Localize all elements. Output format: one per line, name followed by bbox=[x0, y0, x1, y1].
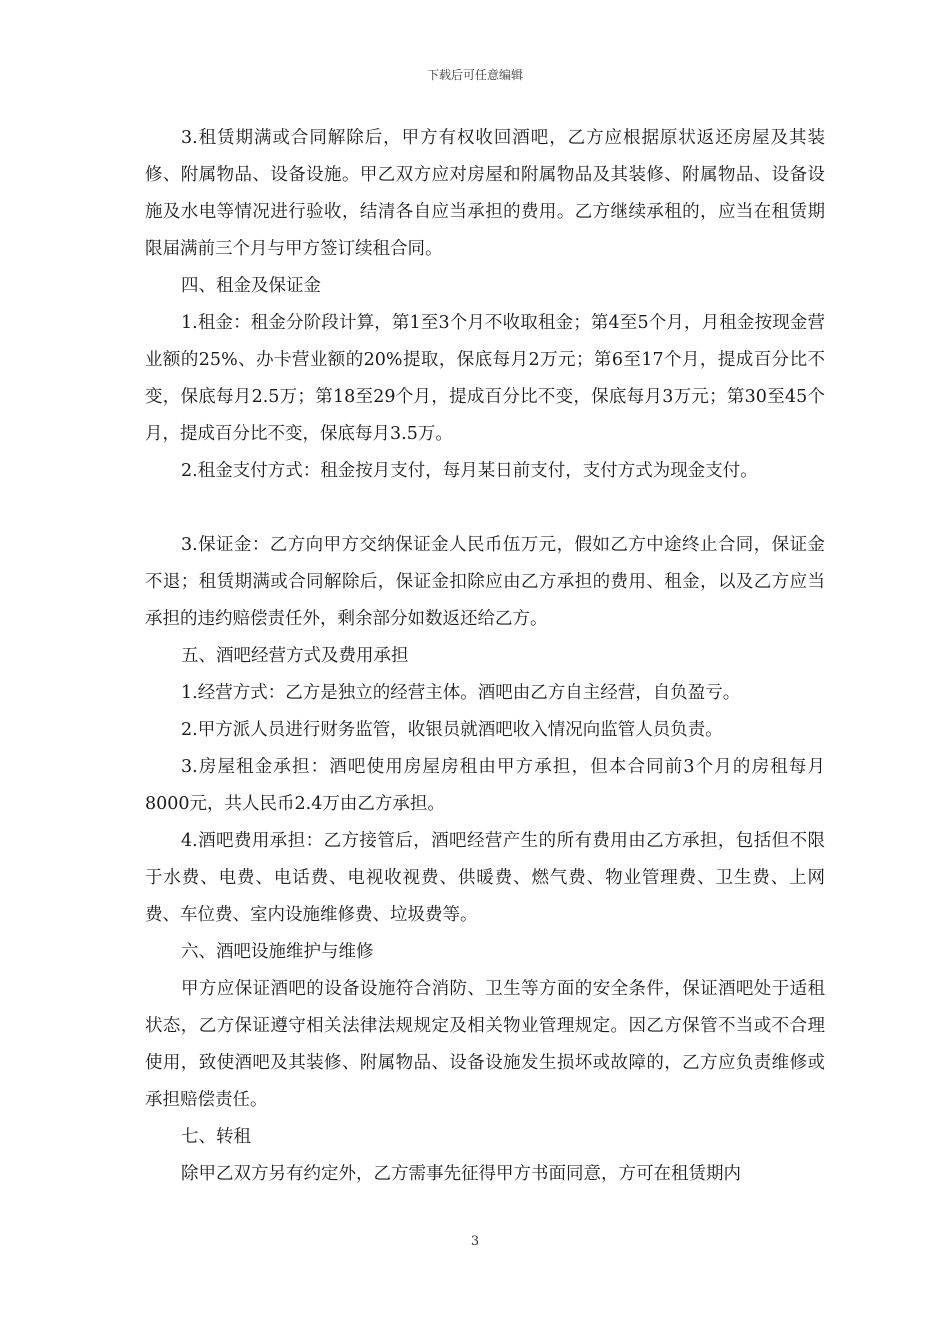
page-number: 3 bbox=[470, 1234, 480, 1249]
paragraph-termination-return: 3.租赁期满或合同解除后，甲方有权收回酒吧，乙方应根据原状返还房屋及其装修、附属物品、设备设施。甲乙双方应对房屋和附属物品及其装修、附属物品、设备设施及水电等情况进行验收，结清各自应当承担的费用。乙方继续承租的，应当在租赁期限届满前三个月与甲方签订续租合同。 bbox=[145, 128, 825, 259]
paragraph-financial-supervision: 2.甲方派人员进行财务监管，收银员就酒吧收入情况向监管人员负责。 bbox=[181, 720, 723, 740]
section-heading-rent-deposit: 四、租金及保证金 bbox=[181, 276, 321, 296]
paragraph-deposit: 3.保证金：乙方向甲方交纳保证金人民币伍万元，假如乙方中途终止合同，保证金不退；租赁期满或合同解除后，保证金扣除应由乙方承担的费用、租金，以及乙方应当承担的违约赔偿责任外，剩余部分如数返还给乙方。 bbox=[145, 535, 825, 629]
paragraph-house-rent: 3.房屋租金承担：酒吧使用房屋房租由甲方承担，但本合同前3个月的房租每月8000元，共人民币2.4万由乙方承担。 bbox=[145, 757, 825, 814]
section-heading-operation-costs: 五、酒吧经营方式及费用承担 bbox=[181, 646, 409, 666]
paragraph-operation-mode: 1.经营方式：乙方是独立的经营主体。酒吧由乙方自主经营，自负盈亏。 bbox=[181, 683, 741, 703]
section-heading-maintenance: 六、酒吧设施维护与维修 bbox=[181, 942, 374, 962]
paragraph-gap bbox=[145, 490, 825, 527]
section-heading-sublease: 七、转租 bbox=[181, 1127, 251, 1147]
paragraph-maintenance: 甲方应保证酒吧的设备设施符合消防、卫生等方面的安全条件，保证酒吧处于适租状态，乙方保证遵守相关法律法规规定及相关物业管理规定。因乙方保管不当或不合理使用，致使酒吧及其装修、附属物品、设备设施发生损坏或故障的，乙方应负责维修或承担赔偿责任。 bbox=[145, 979, 825, 1110]
document-body bbox=[145, 120, 825, 1193]
page-header: 下载后可任意编辑 bbox=[426, 68, 523, 82]
paragraph-rent-payment: 2.租金支付方式：租金按月支付，每月某日前支付，支付方式为现金支付。 bbox=[181, 461, 758, 481]
paragraph-expenses: 4.酒吧费用承担：乙方接管后，酒吧经营产生的所有费用由乙方承担，包括但不限于水费、电费、电话费、电视收视费、供暖费、燃气费、物业管理费、卫生费、上网费、车位费、室内设施维修费、垃圾费等。 bbox=[145, 831, 825, 925]
paragraph-rent: 1.租金：租金分阶段计算，第1至3个月不收取租金；第4至5个月，月租金按现金营业额的25%、办卡营业额的20%提取，保底每月2万元；第6至17个月，提成百分比不变，保底每月2.5万；第18至29个月，提成百分比不变，保底每月3万元；第30至45个月，提成百分比不变，保底每月3.5万。 bbox=[145, 313, 825, 444]
paragraph-sublease: 除甲乙双方另有约定外，乙方需事先征得甲方书面同意，方可在租赁期内 bbox=[181, 1164, 741, 1184]
